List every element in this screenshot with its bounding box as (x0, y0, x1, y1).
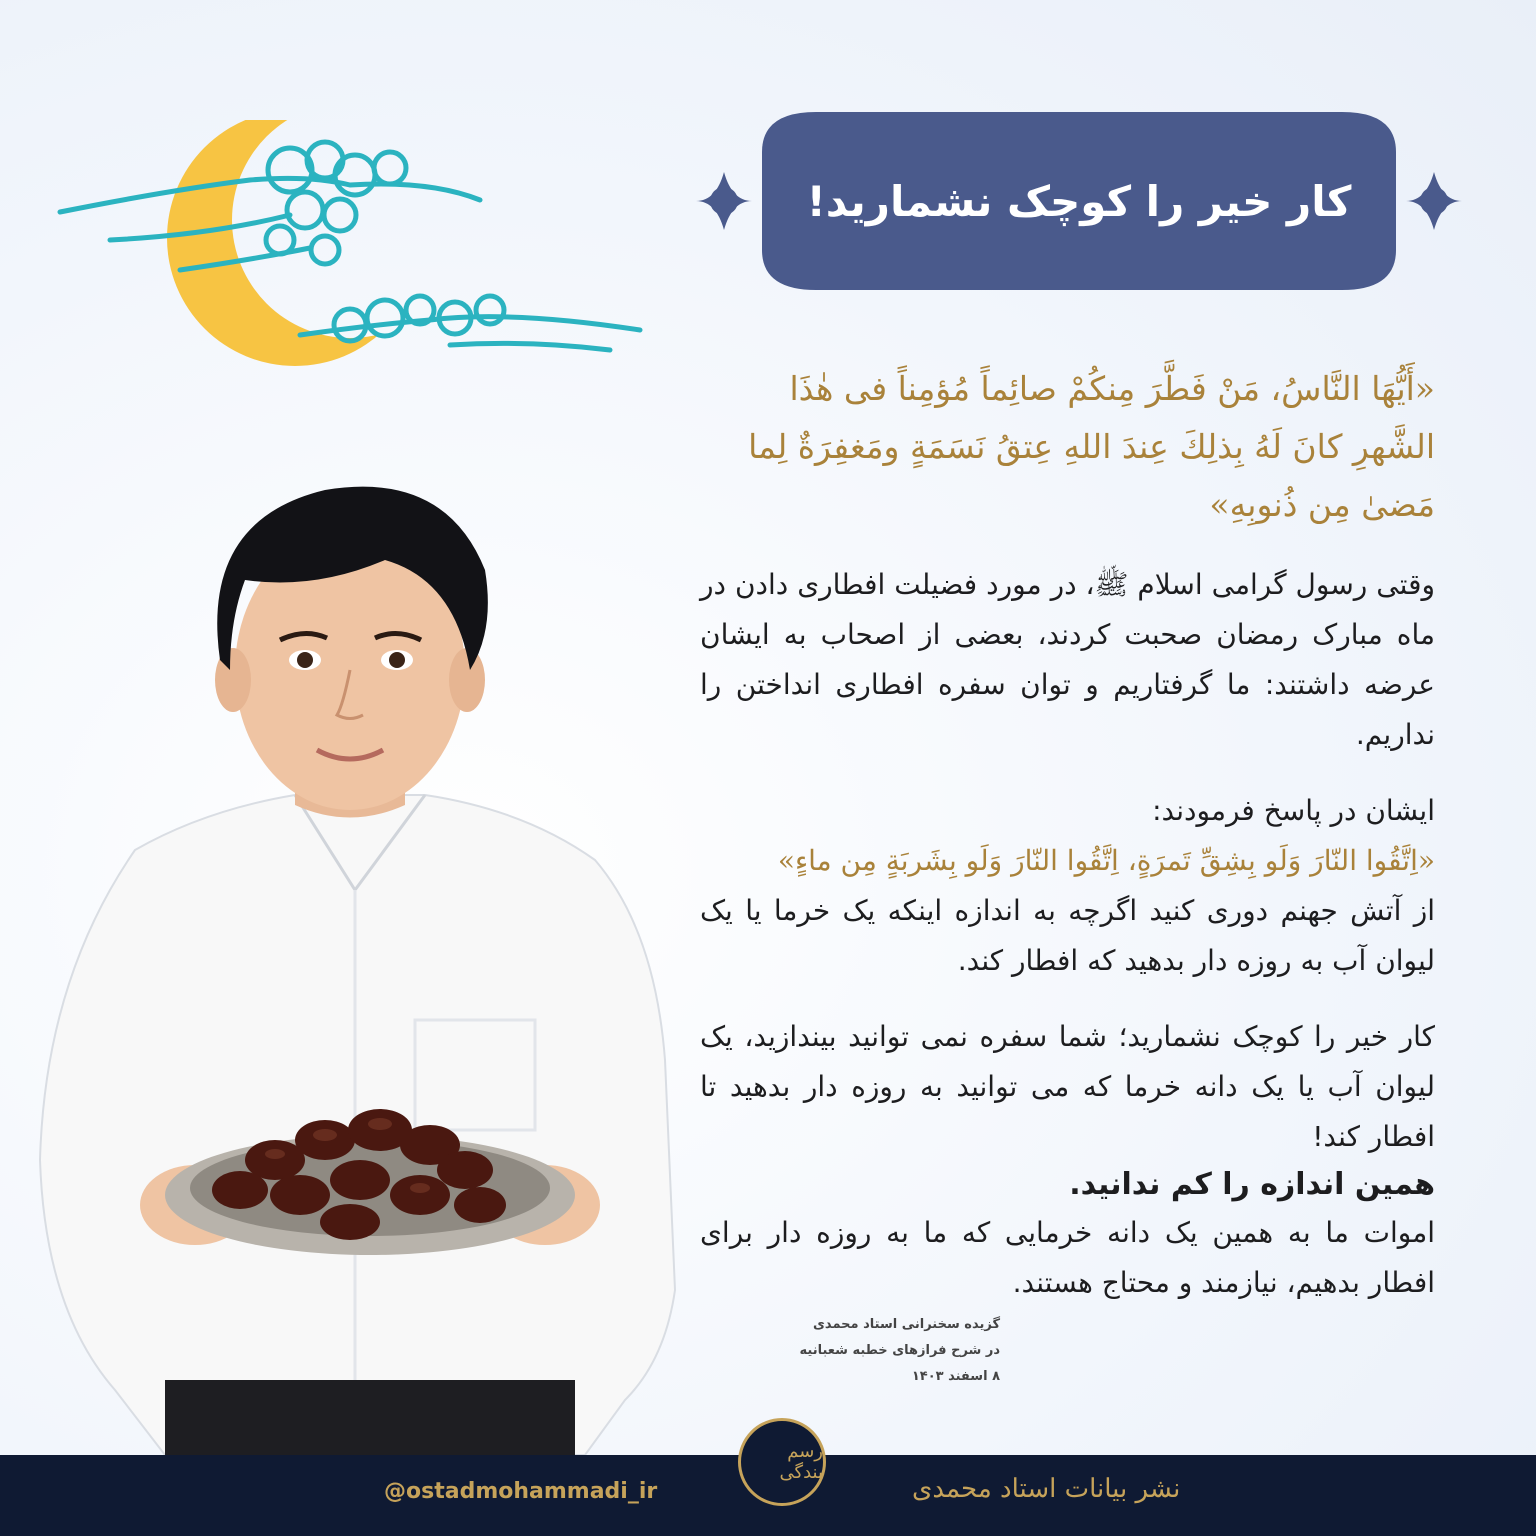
source-line-1: گزیده سخنرانی استاد محمدی (813, 1317, 1000, 1332)
paragraph-deceased: اموات ما به همین یک دانه خرمایی که ما به روزه دار برای افطار بدهیم، نیازمند و محتاج هستند. (700, 1216, 1435, 1299)
source-date: ۸ اسفند ۱۴۰۳ (911, 1369, 1000, 1384)
publisher-name: نشر بیانات استاد محمدی (912, 1474, 1181, 1504)
boy-with-dates-image (25, 460, 685, 1455)
content-column (700, 360, 1435, 1334)
social-handle-link[interactable]: @ostadmohammadi_ir (384, 1479, 658, 1504)
logo-seal (738, 1418, 826, 1506)
page-title: کار خیر را کوچک نشمارید! (806, 176, 1352, 226)
title-banner (696, 112, 1462, 290)
hadith-translation: از آتش جهنم دوری کنید اگرچه به اندازه اینکه یک خرما یا یک لیوان آب به روزه دار بدهید که افطار کند. (700, 894, 1435, 977)
paragraph-small-deeds: کار خیر را کوچک نشمارید؛ شما سفره نمی توانید بیندازید، یک لیوان آب یا یک دانه خرما که می توانید به روزه دار بدهید تا افطار کند! (700, 1020, 1435, 1153)
answer-hadith: «اِتَّقُوا النّارَ وَلَو بِشِقِّ تَمرَةٍ، اِتَّقُوا النّارَ وَلَو بِشَربَةٍ مِن ماءٍ» (777, 844, 1435, 877)
source-line-2: در شرح فرازهای خطبه شعبانیه (799, 1343, 1000, 1358)
seal-text: رسم بندگی (779, 1441, 823, 1483)
answer-intro: ایشان در پاسخ فرمودند: (1152, 794, 1435, 827)
source-credit (740, 1312, 1000, 1390)
paragraph-intro: وقتی رسول گرامی اسلام ﷺ، در مورد فضیلت افطاری دادن در ماه مبارک رمضان صحبت کردند، بعضی از اصحاب به ایشان عرضه داشتند: ما گرفتاریم و توان سفره افطاری انداختن را نداریم. (700, 568, 1435, 751)
main-hadith: «أَيُّهَا النَّاسُ، مَنْ فَطَّرَ مِنكُمْ صائِماً مُؤمِناً فی هٰذَا الشَّهرِ كانَ لَهُ بِذلِكَ عِندَ اللهِ عِتقُ نَسَمَةٍ ومَغفِرَةٌ لِما مَضىٰ مِن ذُنوبِهِ» (748, 369, 1435, 524)
crescent-moon-icon (50, 120, 650, 380)
emphasis-line: همین اندازه را کم ندانید. (1069, 1167, 1435, 1202)
